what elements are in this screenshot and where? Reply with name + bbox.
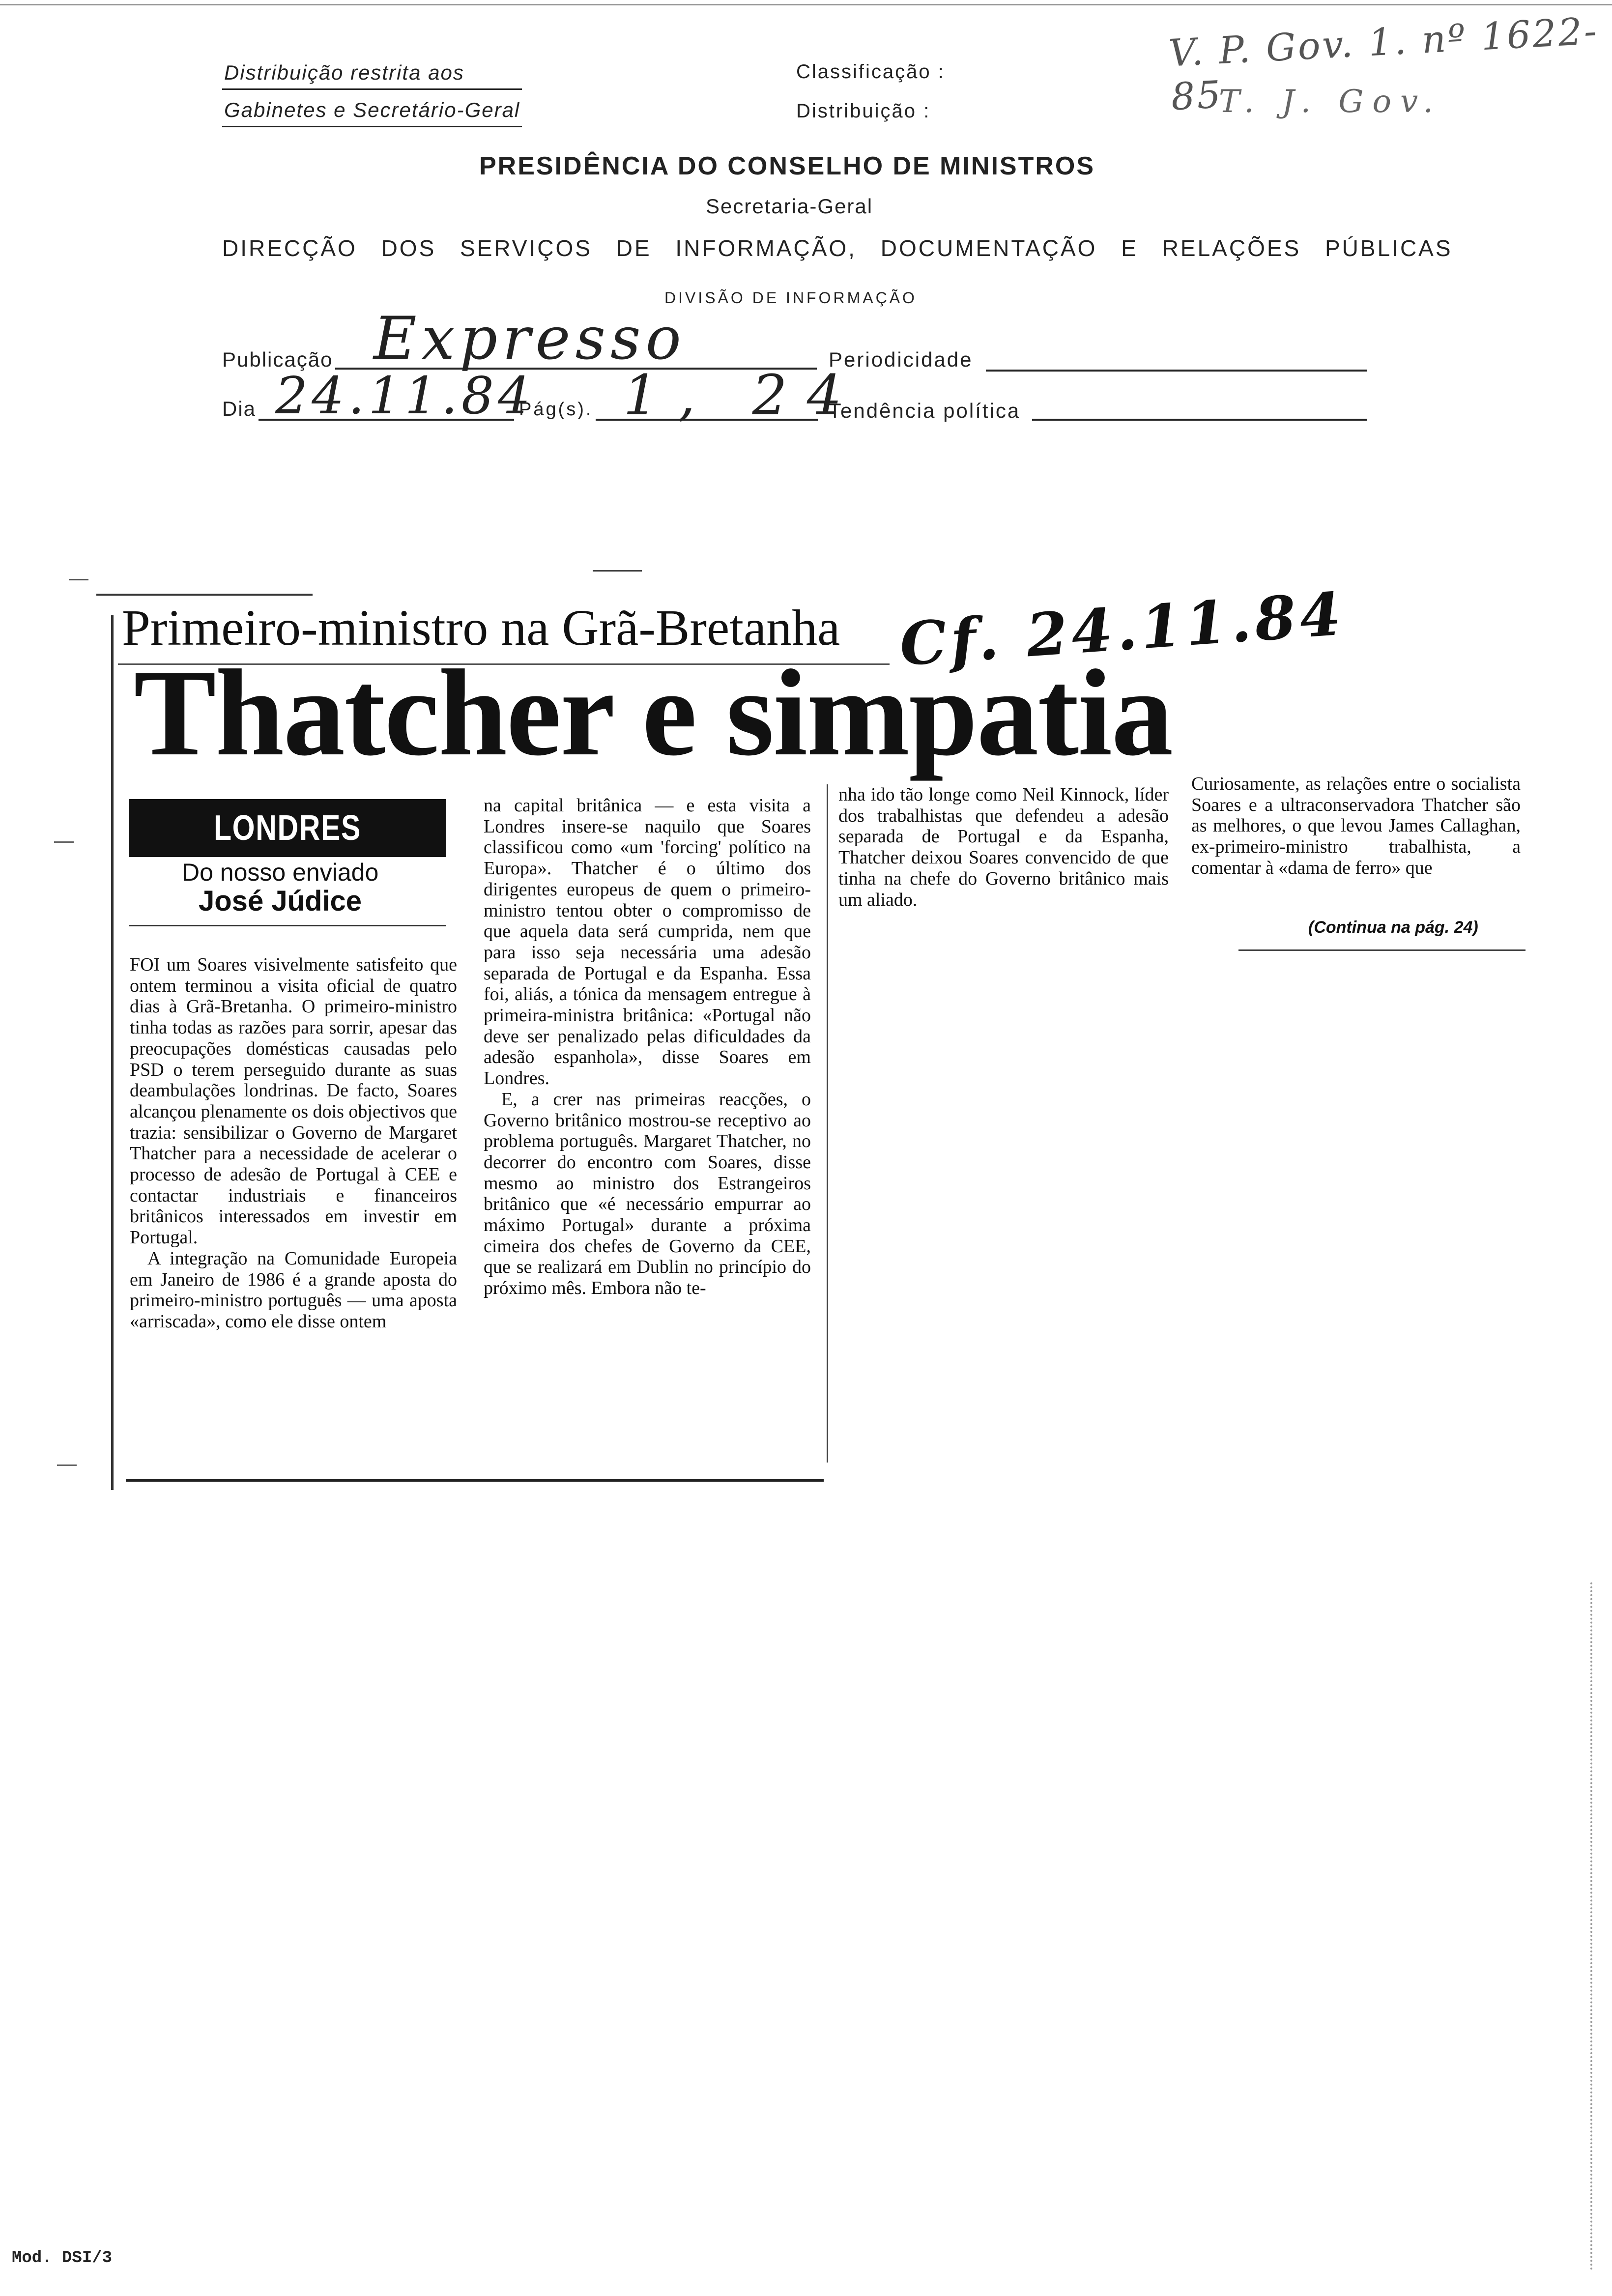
- distribuicao-label: Distribuição :: [796, 100, 931, 122]
- column-3: [838, 784, 1169, 910]
- article-left-bar: [111, 615, 114, 1490]
- col4-paragraph-1: Curiosamente, as relações entre o socialista Soares e a ultraconservadora Thatcher são as melhores, o que levou James Callaghan, ex-primeiro-ministro trabalhista, a comentar à «dama de ferro» que: [1191, 774, 1521, 878]
- distribution-underline-2: [222, 126, 522, 127]
- pags-value: 1, 24: [623, 364, 862, 428]
- continua-note: (Continua na pág. 24): [1308, 918, 1478, 937]
- secretaria-geral: Secretaria-Geral: [706, 195, 873, 218]
- byline-author: José Júdice: [199, 885, 362, 917]
- periodicidade-label: Periodicidade: [829, 348, 973, 371]
- publicacao-value: Expresso: [374, 305, 686, 373]
- col3-paragraph-1: nha ido tão longe como Neil Kinnock, líder dos trabalhistas que defendeu a adesão separada de Portugal e da Espanha, Thatcher deixou Soares convencido de que tinha na chefe do Governo britânico mais um aliado.: [838, 784, 1169, 910]
- dateline: LONDRES: [213, 808, 362, 848]
- col2-paragraph-2: E, a crer nas primeiras reacções, o Governo britânico mostrou-se receptivo ao problema português. Margaret Thatcher, no decorrer do encontro com Soares, disse mesmo ao ministro dos Estrangeiros britânico que «é necessário empurrar ao máximo Portugal» durante a próxima cimeira dos chefes de Governo da CEE, que se realizará em Dublin no princípio do próximo mês. Embora não te-: [484, 1089, 811, 1299]
- distribution-underline-1: [222, 88, 522, 90]
- col1-paragraph-1: FOI um Soares visivelmente satisfeito que ontem terminou a visita oficial de quatro dias à Grã-Bretanha. O primeiro-ministro tinha todas as razões para sorrir, apesar das preocupações domésticas causadas pelo PSD o terem perseguido durante as suas deambulações londrinas. De facto, Soares alcançou plenamente os dois objectivos que trazia: sensibilizar o Governo de Margaret Thatcher para a necessidade de acelerar o processo de adesão de Portugal à CEE e contactar industriais e financeiros britânicos interessados em investir em Portugal.: [130, 954, 457, 1248]
- pags-label: Pág(s).: [519, 399, 593, 420]
- direccao-servicos: DIRECÇÃO DOS SERVIÇOS DE INFORMAÇÃO, DOCUMENTAÇÃO E RELAÇÕES PÚBLICAS: [222, 235, 1453, 261]
- periodicidade-field-line: [986, 370, 1367, 372]
- margin-mark-3: [57, 1464, 77, 1466]
- article-headline: Thatcher e simpatia: [134, 644, 1173, 781]
- article-kicker: Primeiro-ministro na Grã-Bretanha: [122, 600, 840, 656]
- right-edge-speckle: [1590, 1582, 1594, 2270]
- column-4-bottom-rule: [1238, 949, 1526, 951]
- kicker-handwritten-note: Cf. 24.11.84: [897, 579, 1347, 680]
- dateline-box: [129, 799, 446, 857]
- col1-paragraph-2: A integração na Comunidade Europeia em Janeiro de 1986 é a grande aposta do primeiro-ministro português — uma aposta «arriscada», como ele disse ontem: [130, 1248, 457, 1332]
- col2-paragraph-1: na capital britânica — e esta visita a Londres insere-se naquilo que Soares classificou como «um 'forcing' político na Europa». Thatcher é o último dos dirigentes europeus de quem o primeiro-ministro tentou obter o compromisso de que aquela data será cumprida, nem que para isso seja necessária uma adesão separada de Portugal e da Espanha. Essa foi, aliás, a tónica da mensagem entregue à primeira-ministra britânica: «Portugal não deve ser penalizado pelas dificuldades da adesão espanhola», disse Soares em Londres.: [484, 795, 811, 1089]
- margin-mark-2: [54, 841, 74, 843]
- column-1: [130, 954, 457, 1332]
- dia-label: Dia: [222, 397, 257, 420]
- article-top-rule: [96, 594, 313, 596]
- distribution-line-2: Gabinetes e Secretário-Geral: [224, 98, 520, 121]
- tendencia-label: Tendência política: [829, 399, 1021, 422]
- top-edge-rule: [0, 4, 1612, 5]
- article-top-rule-2: [593, 570, 642, 572]
- column-2: [484, 795, 811, 1299]
- tendencia-field-line: [1032, 419, 1367, 421]
- byline-rule: [129, 925, 446, 926]
- dia-value: 24.11.84: [275, 366, 535, 426]
- column-separator-2-3: [827, 784, 828, 1463]
- classificacao-label: Classificação :: [796, 61, 945, 83]
- publicacao-label: Publicação: [222, 348, 333, 371]
- distribution-line-1: Distribuição restrita aos: [224, 61, 464, 84]
- handwritten-reference: V. P. Gov. 1. nº 1622-85: [1167, 8, 1600, 119]
- column-4: [1191, 774, 1521, 879]
- form-code: Mod. DSI/3: [12, 2249, 113, 2267]
- byline-intro: Do nosso enviado: [182, 859, 379, 886]
- article-bottom-rule: [126, 1479, 824, 1482]
- handwritten-reference-2: T. J. Gov.: [1219, 84, 1442, 120]
- margin-mark-1: [69, 579, 88, 580]
- org-title: PRESIDÊNCIA DO CONSELHO DE MINISTROS: [479, 152, 1095, 180]
- divisao-informacao: DIVISÃO DE INFORMAÇÃO: [664, 289, 917, 307]
